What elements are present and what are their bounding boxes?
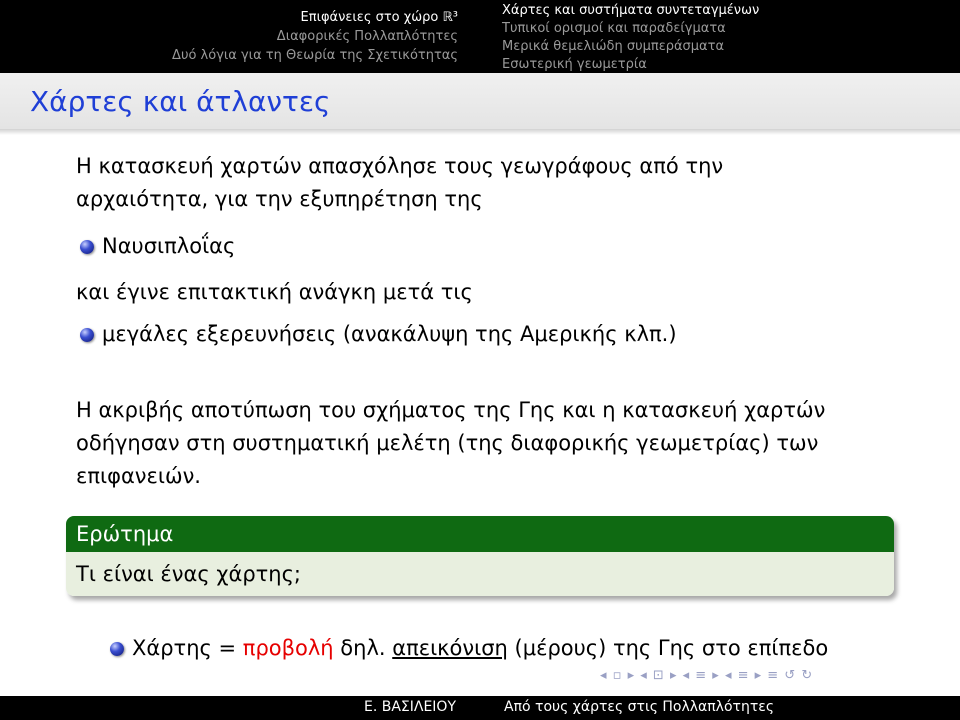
block-body: Τι είναι ένας χάρτης; — [66, 552, 894, 596]
paragraph-line: επιφανειών. — [76, 464, 201, 488]
subsection-item[interactable]: Τυπικοί ορισμοί και παραδείγματα — [502, 21, 726, 36]
paragraph-line: Η κατασκευή χαρτών απασχόλησε τους γεωγράφους από την — [76, 154, 724, 178]
bullet-ball-icon — [80, 240, 94, 254]
subsection-title[interactable]: Χάρτες και συστήματα συντεταγμένων — [502, 3, 760, 18]
frame-title-bar — [0, 73, 960, 129]
footer-title: Από τους χάρτες στις Πολλαπλότητες — [504, 699, 775, 715]
paragraph-line: και έγινε επιτακτική ανάγκη μετά τις — [76, 280, 473, 304]
subsection-item[interactable]: Εσωτερική γεωμετρία — [502, 57, 647, 72]
paragraph-1 — [76, 150, 896, 216]
final-bullet-underlined: απεικόνιση — [392, 636, 508, 660]
subsection-nav — [486, 0, 956, 74]
bullet-ball-icon — [110, 642, 124, 656]
bullet-ball-icon — [80, 328, 94, 342]
paragraph-2 — [76, 276, 896, 309]
final-bullet-prefix: Χάρτης = — [132, 636, 243, 660]
subsection-item[interactable]: Μερικά θεμελιώδη συμπεράσματα — [502, 39, 725, 54]
final-bullet-middle: δηλ. — [333, 636, 393, 660]
paragraph-line: οδήγησαν στη συστηματική μελέτη (της διαφορικής γεωμετρίας) των — [76, 431, 819, 455]
question-block — [66, 516, 894, 596]
paragraph-line: αρχαιότητα, για την εξυπηρέτηση της — [76, 187, 483, 211]
header-bar — [0, 0, 960, 73]
paragraph-3 — [76, 394, 936, 493]
final-bullet-highlight: προβολή — [242, 636, 334, 660]
frame-title: Χάρτες και άτλαντες — [30, 85, 331, 118]
bullet-text: μεγάλες εξερευνήσεις (ανακάλυψη της Αμερικής κλπ.) — [102, 322, 677, 346]
bullet-item — [102, 230, 235, 263]
footer-author: Ε. ΒΑΣΙΛΕΙΟΥ — [363, 699, 456, 715]
bullet-text: Ναυσιπλοΐας — [102, 234, 236, 258]
paragraph-line: Η ακριβής αποτύπωση του σχήματος της Γης και η κατασκευή χαρτών — [76, 398, 826, 422]
final-bullet — [132, 632, 828, 665]
bullet-item — [102, 318, 677, 351]
navigation-symbols[interactable]: ◂ ▫ ▸ ◂ ⊡ ▸ ◂ ≡ ▸ ◂ ≡ ▸ ≡ ↺ ↻ — [600, 668, 814, 683]
footer-bar — [0, 696, 960, 720]
block-title: Ερώτημα — [66, 516, 894, 552]
final-bullet-suffix: (μέρους) της Γης στο επίπεδο — [507, 636, 829, 660]
section-item[interactable]: Δυό λόγια για τη Θεωρία της Σχετικότητας — [172, 48, 458, 63]
footer-author-area — [0, 699, 480, 715]
section-title[interactable]: Επιφάνειες στο χώρο ℝ³ — [300, 10, 458, 25]
section-item[interactable]: Διαφορικές Πολλαπλότητες — [276, 29, 458, 44]
section-nav — [0, 0, 472, 65]
